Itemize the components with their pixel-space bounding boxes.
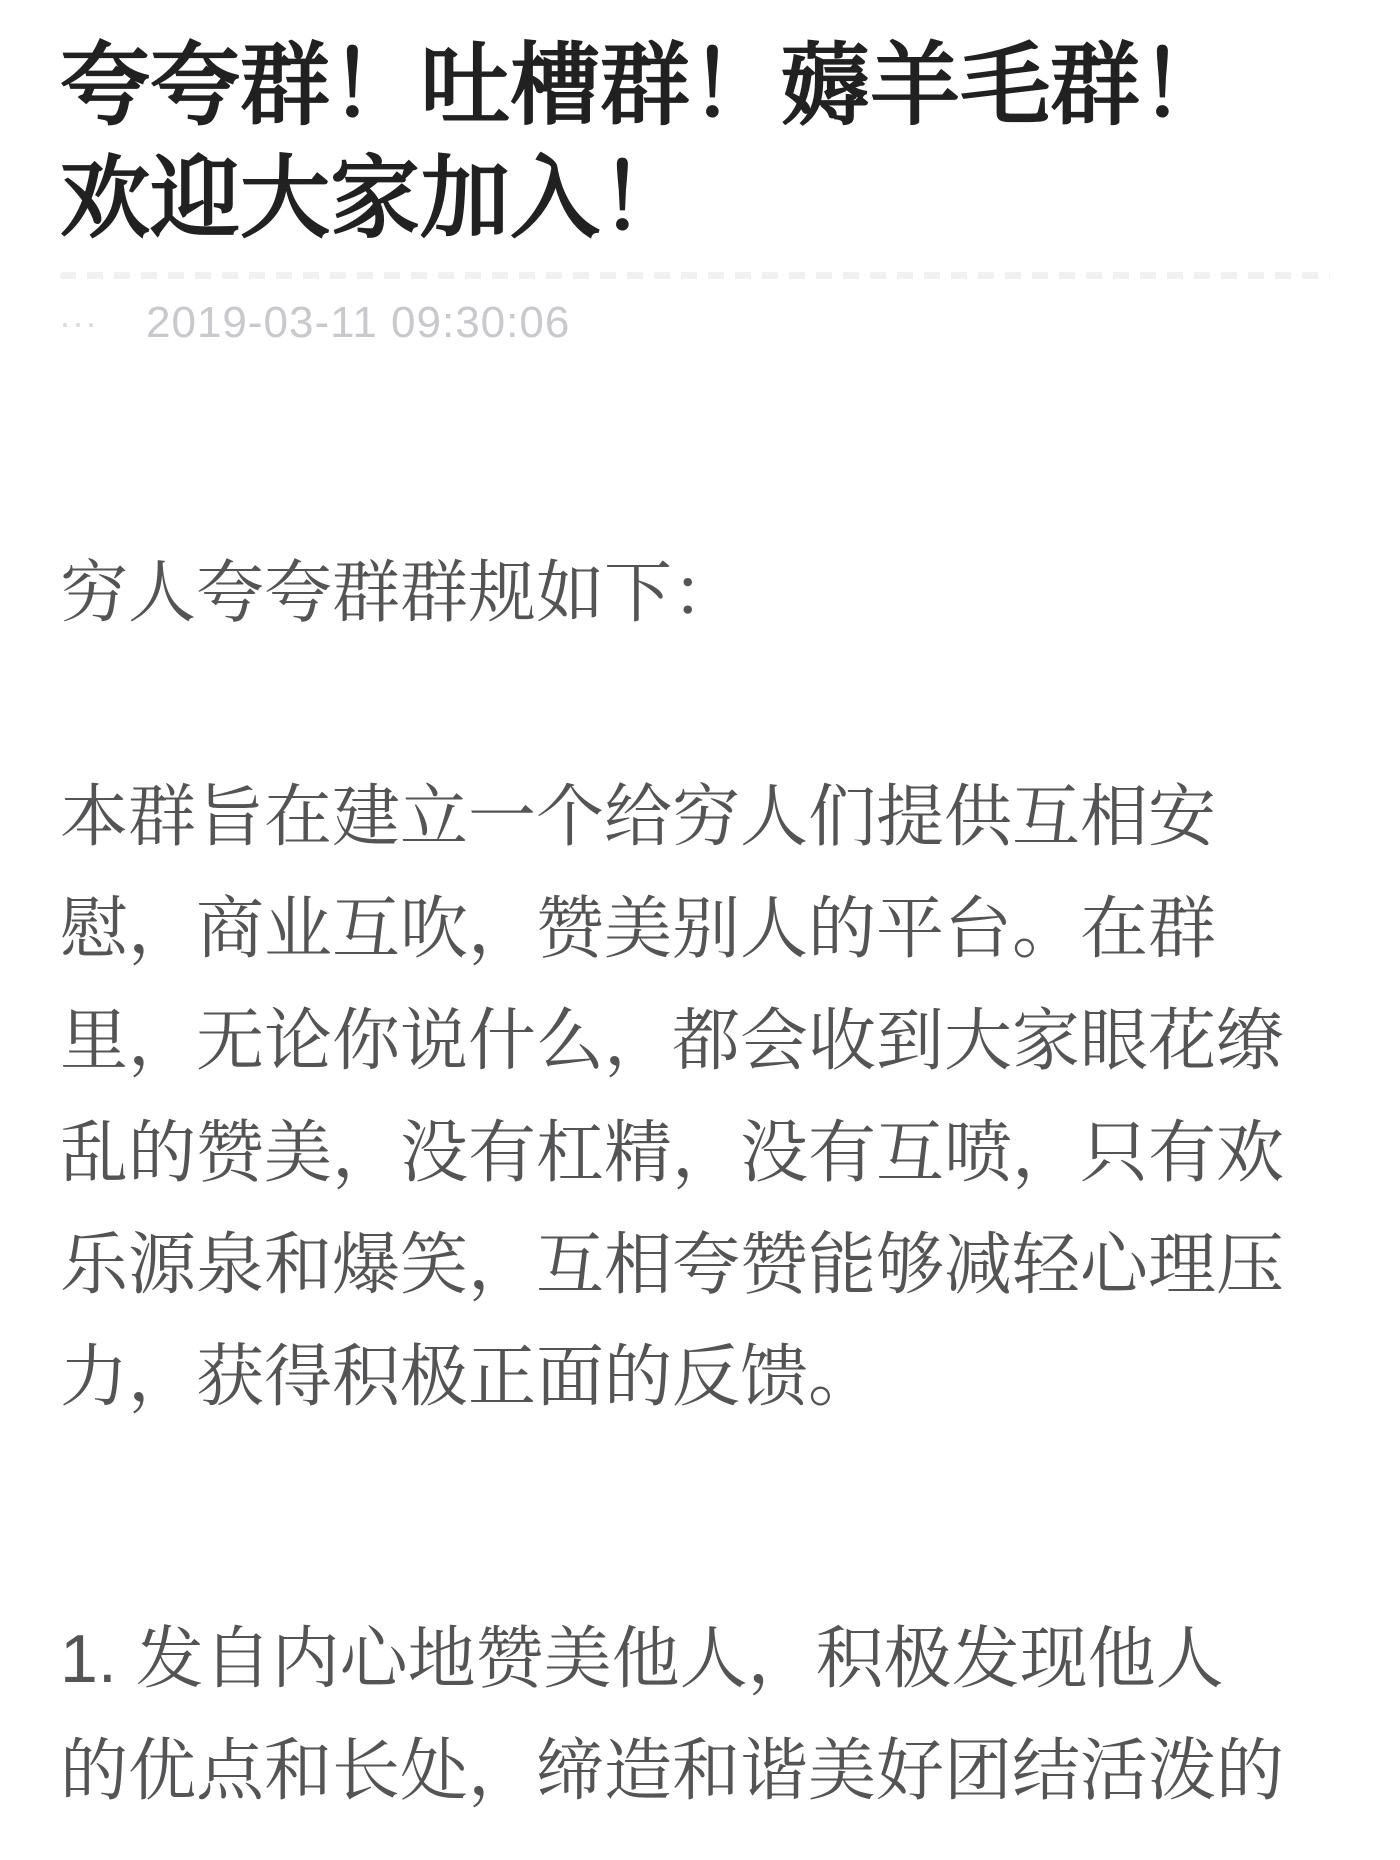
- rules-intro-line: 穷人夸夸群群规如下：: [60, 555, 741, 631]
- post-timestamp: 2019-03-11 09:30:06: [146, 298, 571, 347]
- post-title: 夸夸群！吐槽群！薅羊毛群！欢迎大家加入！: [60, 36, 1230, 249]
- post-meta: [60, 294, 1290, 347]
- rule-item-1: 1. 发自内心地赞美他人，积极发现他人的优点和长处，缔造和谐美好团结活泼的: [60, 1621, 1285, 1809]
- blurred-author-row: [60, 272, 1330, 279]
- group-description-paragraph: 本群旨在建立一个给穷人们提供互相安慰，商业互吹，赞美别人的平台。在群里，无论你说什么，都会收到大家眼花缭乱的赞美，没有杠精，没有互喷，只有欢乐源泉和爆笑，互相夸赞能够减轻心理压力，获得积极正面的反馈。: [60, 779, 1285, 1415]
- author-placeholder-dots: ...: [60, 294, 100, 335]
- article: [60, 30, 1290, 1827]
